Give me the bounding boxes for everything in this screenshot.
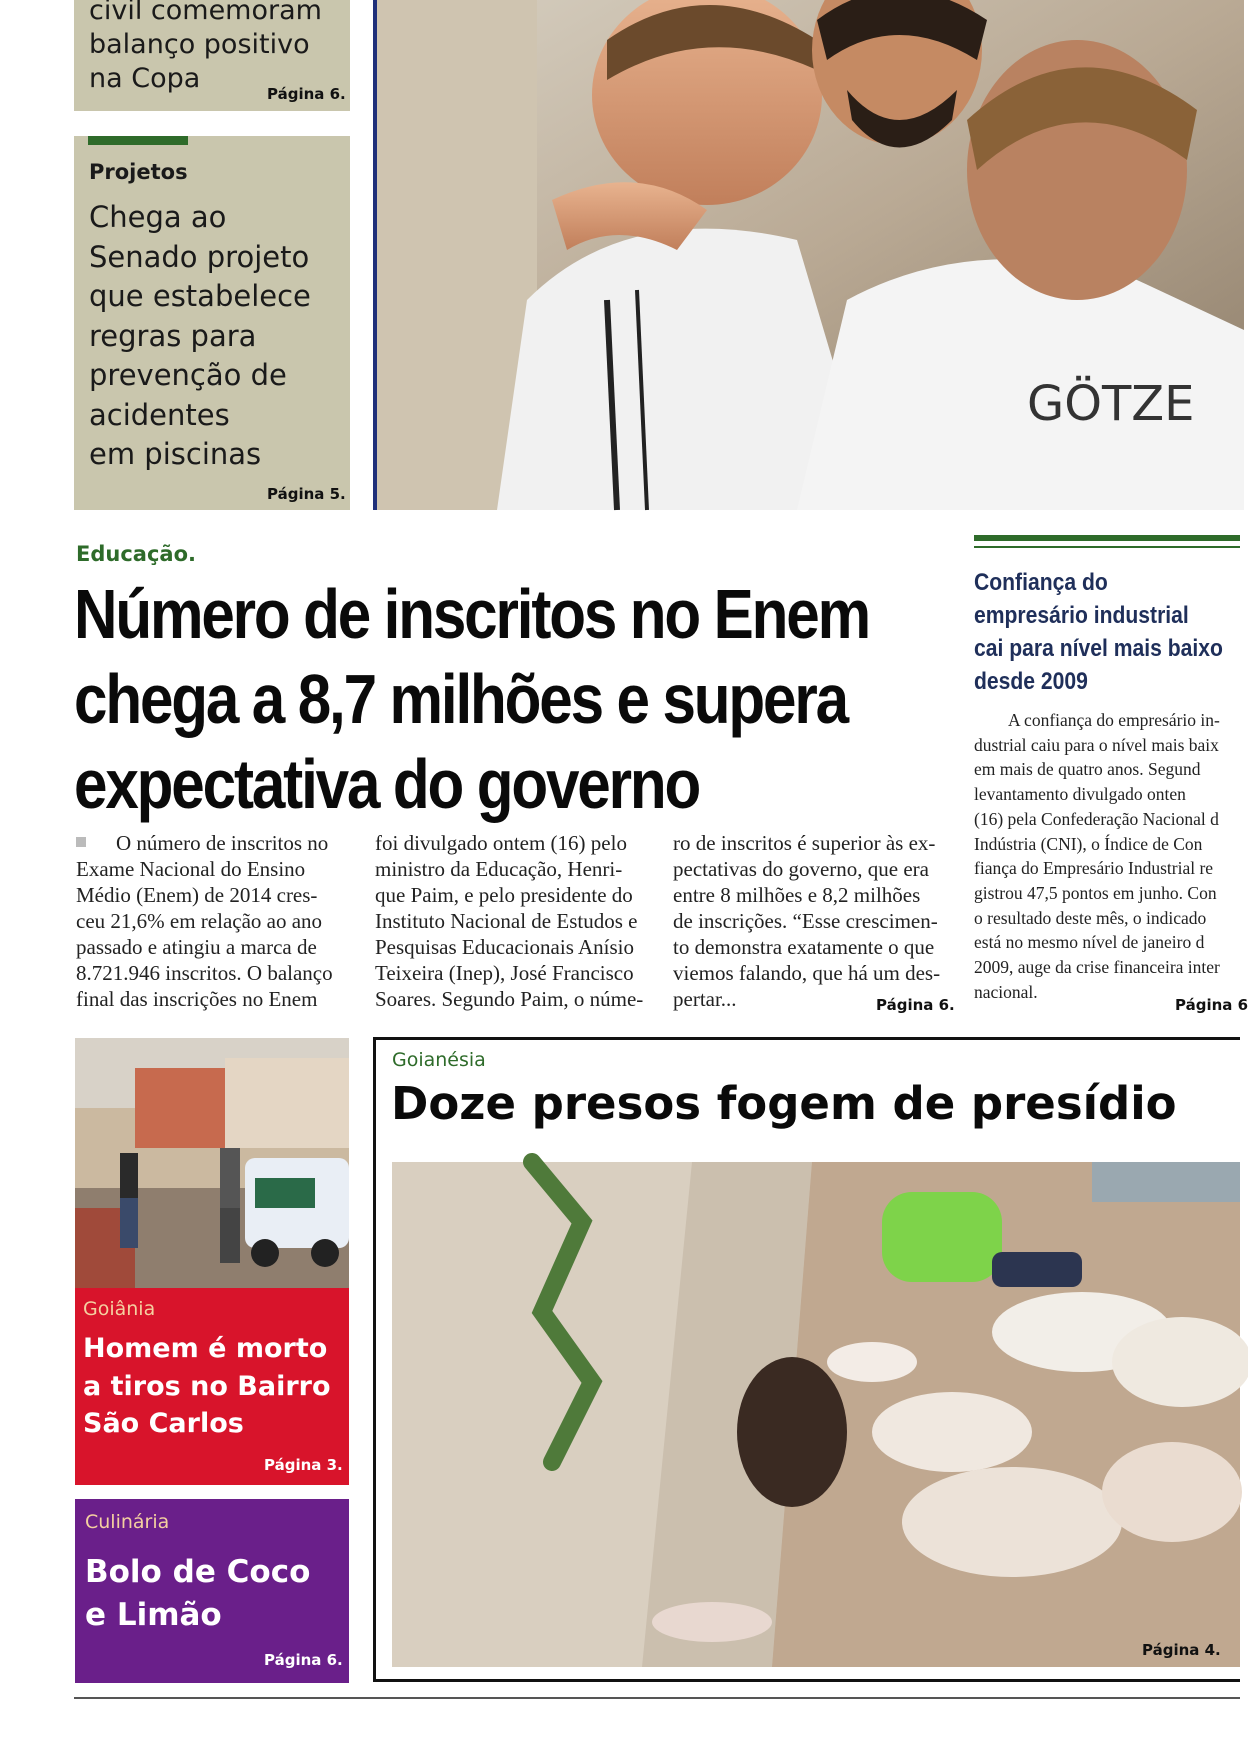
text-line: Instituto Nacional de Estudos e — [375, 909, 638, 933]
football-players-image — [377, 0, 1244, 510]
headline-line: acidentes — [89, 397, 230, 432]
text-line: pectativas do governo, que era — [673, 857, 929, 881]
projects-teaser[interactable] — [74, 136, 350, 510]
headline-line: prevenção de — [89, 358, 287, 392]
text-line: pertar... — [673, 987, 737, 1011]
text-line: está no mesmo nível de janeiro d — [974, 932, 1205, 953]
jersey-name: GÖTZE — [1027, 376, 1195, 432]
page-reference: Página 6. — [876, 996, 955, 1014]
text-line: fiança do Empresário Industrial re — [974, 858, 1214, 879]
text-line: ro de inscritos é superior às ex- — [673, 831, 936, 855]
story-column-2 — [375, 830, 647, 1012]
bottom-rule — [74, 1697, 1240, 1699]
text-line: O número de inscritos no — [116, 831, 329, 855]
side-story-rule-thick — [974, 535, 1240, 541]
section-label: Goiânia — [83, 1298, 156, 1320]
text-line: o resultado deste mês, o indicado — [974, 907, 1207, 928]
teaser-line: balanço positivo — [89, 29, 310, 60]
page-reference: Página 5. — [267, 485, 346, 503]
text-line: foi divulgado ontem (16) pelo — [375, 831, 627, 855]
text-line: 2009, auge da crise financeira inter — [974, 957, 1220, 978]
headline-line: Número de inscritos no Enem — [74, 575, 869, 653]
headline-line: regras para — [89, 318, 257, 353]
headline-line: Confiança do — [974, 569, 1108, 596]
headline-line: Chega ao — [89, 200, 227, 234]
text-line: viemos falando, que há um des- — [673, 961, 941, 985]
main-headline[interactable] — [74, 572, 869, 827]
headline-line: e Limão — [85, 1597, 222, 1633]
goiania-headline — [83, 1330, 331, 1443]
text-line: nacional. — [974, 981, 1038, 1002]
headline-line: desde 2009 — [974, 668, 1088, 695]
teaser-line: na Copa — [89, 63, 201, 94]
police-scene-image — [75, 1038, 349, 1288]
goianesia-headline: Doze presos fogem de presídio — [391, 1077, 1177, 1130]
headline-line: Bolo de Coco — [85, 1554, 311, 1590]
text-line: ministro da Educação, Henri- — [375, 857, 623, 881]
street-photo — [75, 1038, 349, 1288]
text-line: Soares. Segundo Paim, o núme- — [375, 987, 644, 1011]
headline-line: Homem é morto — [83, 1333, 328, 1364]
section-label: Educação. — [76, 542, 196, 566]
text-line: passado e atingiu a marca de — [76, 935, 317, 959]
side-story-body — [974, 708, 1240, 1004]
headline-line: a tiros no Bairro — [83, 1370, 331, 1402]
culinaria-headline — [85, 1551, 310, 1637]
section-rule — [88, 136, 188, 145]
page-reference: Página 6. — [267, 85, 346, 103]
text-line: ceu 21,6% em relação ao ano — [76, 909, 323, 933]
side-story-headline[interactable] — [974, 566, 1238, 698]
section-label: Goianésia — [392, 1049, 486, 1071]
text-line: Teixeira (Inep), José Francisco — [375, 961, 634, 985]
text-line: dustrial caiu para o nível mais baix — [974, 734, 1219, 755]
escape-tunnel-image — [392, 1162, 1240, 1667]
story-column-1 — [76, 830, 348, 1012]
text-line: Exame Nacional do Ensino — [76, 857, 306, 881]
page-reference: Página 6 — [1175, 996, 1248, 1014]
text-line: entre 8 milhões e 8,2 milhões — [673, 883, 921, 907]
headline-line: expectativa do governo — [74, 745, 700, 823]
page-reference: Página 6. — [264, 1651, 343, 1669]
headline-line: em piscinas — [89, 437, 262, 471]
section-label: Projetos — [89, 160, 188, 184]
headline-line: Senado projeto — [89, 239, 310, 274]
headline-line: cai para nível mais baixo — [974, 635, 1223, 662]
text-line: 8.721.946 inscritos. O balanço — [76, 961, 333, 985]
escape-tunnel-photo — [392, 1162, 1240, 1667]
text-line: levantamento divulgado onten — [974, 784, 1186, 805]
hero-photo[interactable] — [373, 0, 1240, 510]
goianesia-story-frame[interactable] — [373, 1037, 1240, 1682]
side-story-rule-thin — [974, 546, 1240, 548]
text-line: que Paim, e pelo presidente do — [375, 883, 633, 907]
text-line: (16) pela Confederação Nacional d — [974, 808, 1219, 829]
headline-line: chega a 8,7 milhões e supera — [74, 660, 847, 738]
text-line: A confiança do empresário in- — [1008, 710, 1220, 730]
culinaria-teaser[interactable] — [75, 1499, 349, 1683]
story-column-3 — [673, 830, 947, 1012]
top-left-teaser[interactable] — [74, 0, 350, 111]
page-reference: Página 4. — [1142, 1641, 1221, 1659]
goiania-teaser[interactable] — [75, 1288, 349, 1485]
text-line: de inscrições. “Esse crescimen- — [673, 909, 938, 933]
text-line: Indústria (CNI), o Índice de Con — [974, 833, 1203, 854]
page-reference: Página 3. — [264, 1456, 343, 1474]
headline-line: que estabelece — [89, 279, 311, 313]
text-line: Médio (Enem) de 2014 cres- — [76, 883, 318, 907]
headline-line: São Carlos — [83, 1408, 244, 1439]
text-line: Pesquisas Educacionais Anísio — [375, 935, 634, 959]
text-line: em mais de quatro anos. Segund — [974, 759, 1201, 780]
section-label: Culinária — [85, 1511, 170, 1533]
headline-line: empresário industrial — [974, 602, 1189, 629]
text-line: final das inscrições no Enem — [76, 987, 318, 1011]
teaser-line: civil comemoram — [89, 0, 322, 26]
projects-headline — [89, 198, 311, 475]
text-line: gistrou 47,5 pontos em junho. Con — [974, 882, 1217, 903]
text-line: to demonstra exatamente o que — [673, 935, 935, 959]
